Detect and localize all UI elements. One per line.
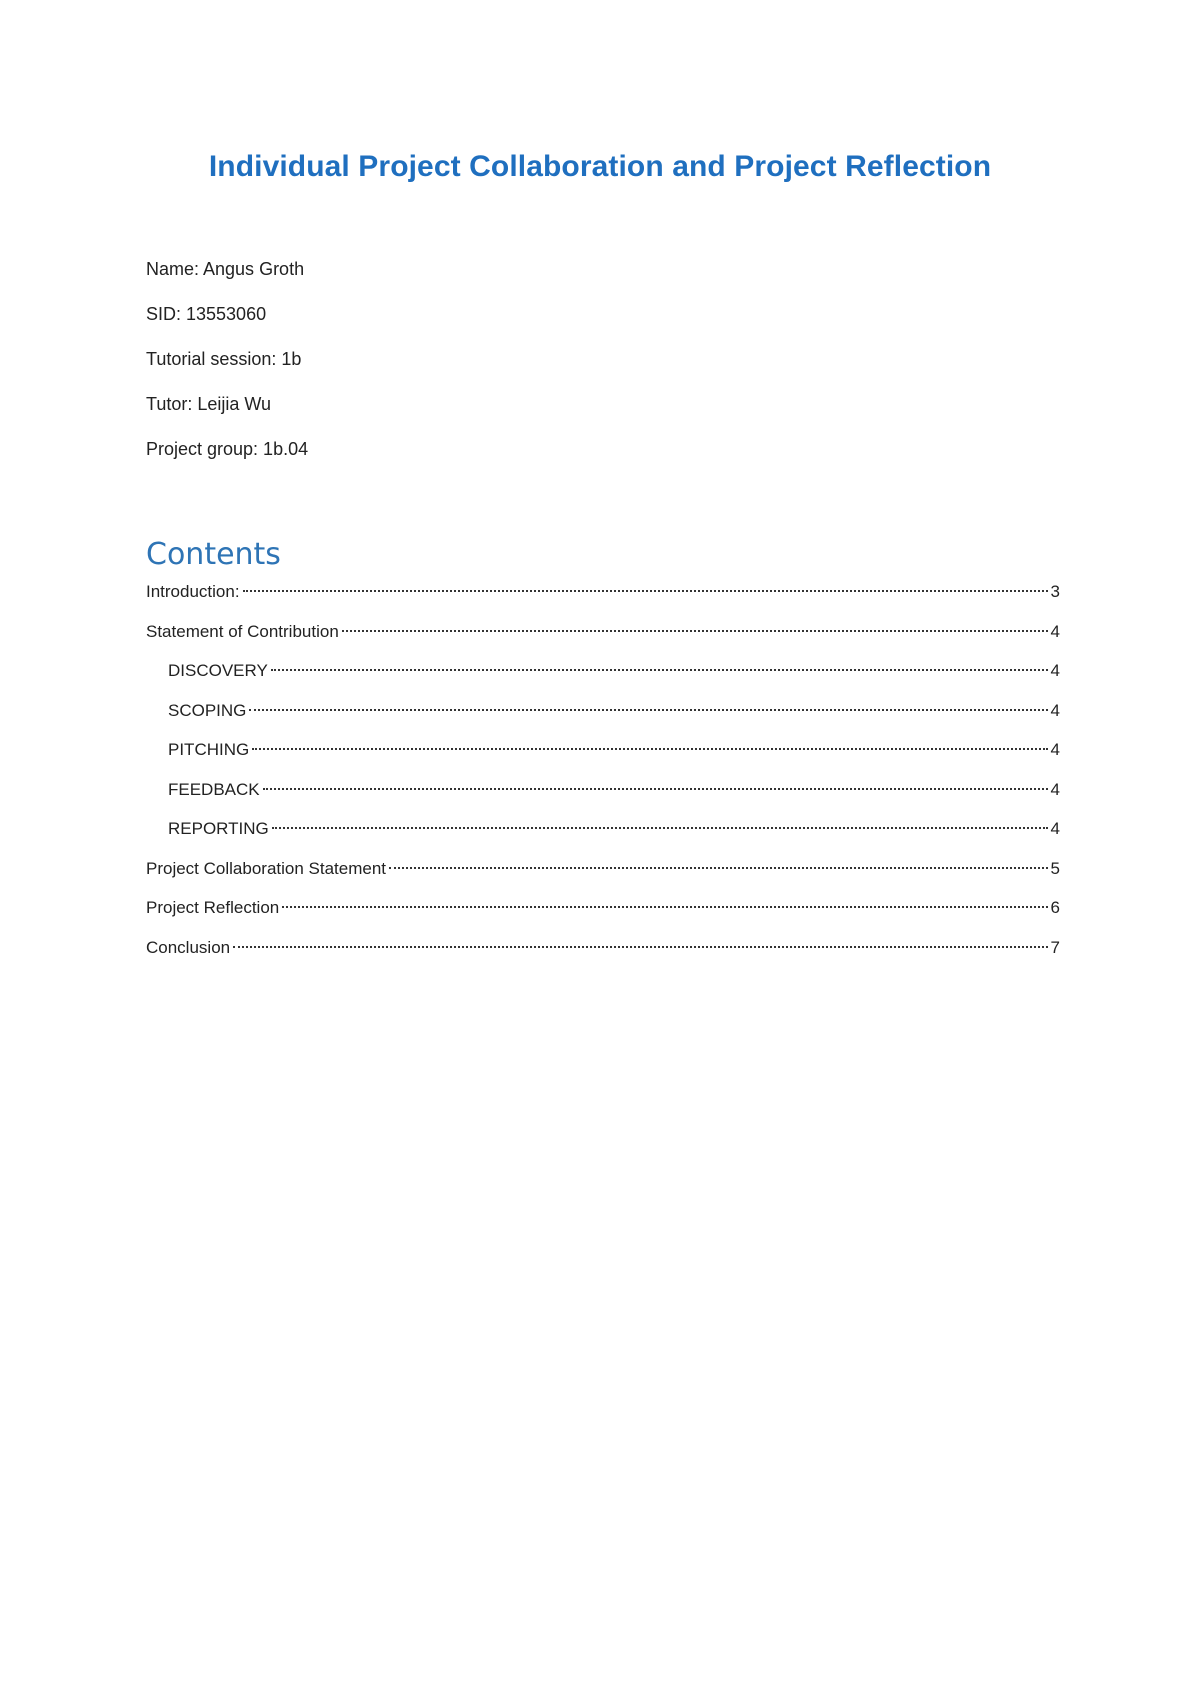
info-name: Name: Angus Groth	[146, 259, 305, 279]
toc-item-label: PITCHING	[168, 740, 250, 759]
toc-leader-dots	[389, 867, 1048, 869]
toc-item-label: Statement of Contribution	[146, 621, 339, 641]
toc-item-label: FEEDBACK	[168, 779, 260, 799]
toc-item-reporting[interactable]	[146, 817, 1060, 857]
toc-leader-dots	[263, 788, 1048, 790]
toc-leader-dots	[282, 906, 1047, 908]
toc-item-page: 4	[1050, 819, 1060, 838]
info-tutor: Tutor: Leijia Wu	[146, 394, 272, 414]
toc-item-feedback[interactable]	[146, 778, 1060, 818]
info-sid: SID: 13553060	[146, 304, 267, 324]
toc-item-scoping[interactable]	[146, 699, 1060, 739]
toc-leader-dots	[342, 630, 1048, 632]
toc-leader-dots	[249, 709, 1047, 711]
toc-item-introduction[interactable]	[146, 580, 1060, 620]
toc-item-conclusion[interactable]	[146, 936, 1060, 976]
toc-leader-dots	[233, 946, 1047, 948]
toc-leader-dots	[271, 669, 1048, 671]
toc-item-label: SCOPING	[168, 700, 247, 720]
toc-item-page: 4	[1050, 661, 1060, 680]
toc-leader-dots	[243, 590, 1048, 592]
toc-item-project-reflection[interactable]	[146, 896, 1060, 936]
student-info	[146, 257, 1046, 482]
toc-item-project-collaboration-statement[interactable]	[146, 857, 1060, 897]
info-project-group: Project group: 1b.04	[146, 439, 309, 459]
toc-leader-dots	[252, 748, 1047, 750]
toc-item-label: Project Collaboration Statement	[146, 858, 387, 878]
toc-item-page: 6	[1050, 898, 1060, 917]
toc-item-label: Project Reflection	[146, 898, 280, 917]
toc-item-label: Conclusion	[146, 937, 231, 957]
toc-item-page: 7	[1050, 937, 1060, 957]
toc-item-label: DISCOVERY	[168, 661, 268, 680]
toc-leader-dots	[272, 827, 1048, 829]
toc-item-label: REPORTING	[168, 819, 269, 838]
toc-item-page: 3	[1050, 582, 1060, 601]
toc-item-discovery[interactable]	[146, 659, 1060, 699]
contents-heading: Contents	[146, 537, 281, 572]
toc-item-label: Introduction:	[146, 582, 240, 601]
toc-item-page: 4	[1050, 779, 1060, 799]
document-title: Individual Project Collaboration and Project Reflection	[208, 150, 992, 183]
toc-item-statement-of-contribution[interactable]	[146, 620, 1060, 660]
toc-item-page: 5	[1050, 858, 1060, 878]
table-of-contents	[146, 580, 1060, 975]
toc-item-pitching[interactable]	[146, 738, 1060, 778]
toc-item-page: 4	[1050, 740, 1060, 759]
toc-item-page: 4	[1050, 621, 1060, 641]
toc-item-page: 4	[1050, 700, 1060, 720]
info-tutorial-session: Tutorial session: 1b	[146, 349, 302, 369]
